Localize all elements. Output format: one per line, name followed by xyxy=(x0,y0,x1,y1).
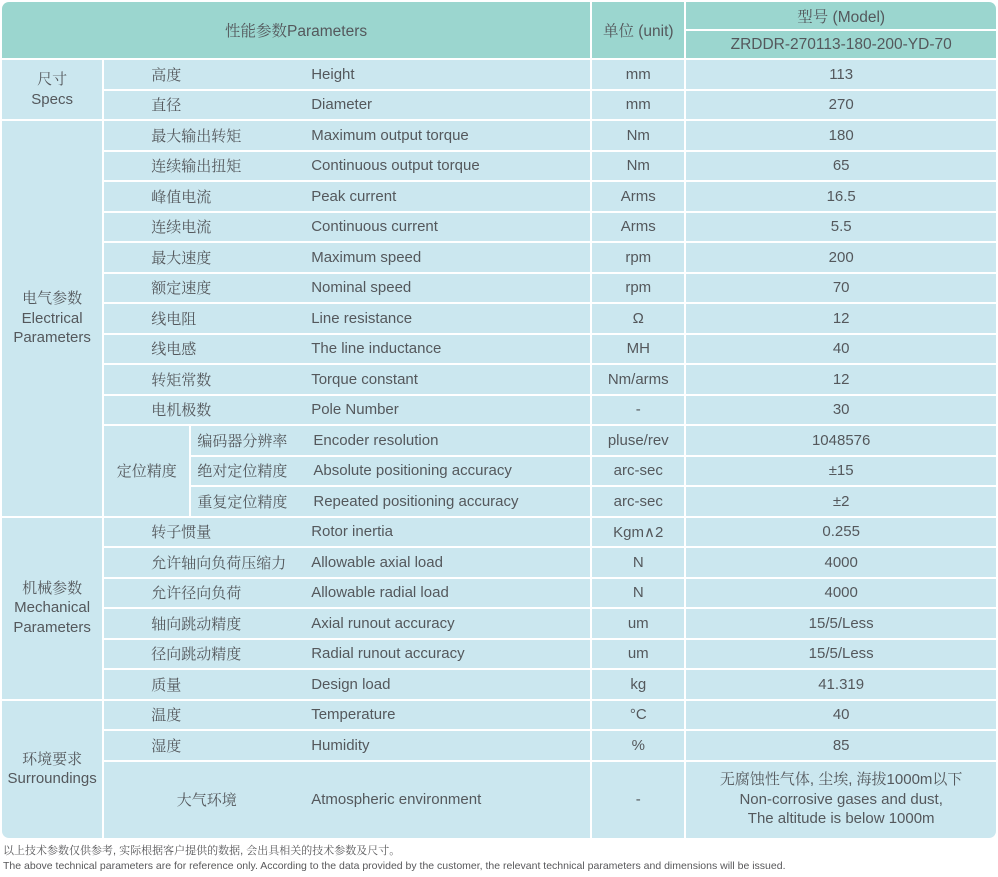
category-electrical: 电气参数 Electrical Parameters xyxy=(2,121,102,516)
param-label-en: Continuous output torque xyxy=(311,157,480,175)
param-label-cn: 大气环境 xyxy=(176,792,237,809)
unit-cell: N xyxy=(592,579,684,608)
param-label-cn: 转子惯量 xyxy=(151,524,212,542)
unit-cell: mm xyxy=(592,60,684,89)
model-header: 型号 (Model) xyxy=(686,2,996,29)
unit-cell: mm xyxy=(592,91,684,120)
param-label-cell xyxy=(104,609,590,638)
param-label-cn: 高度 xyxy=(151,66,182,84)
table-row xyxy=(2,60,996,89)
value-cell: 0.255 xyxy=(686,518,996,547)
param-label-cell xyxy=(191,457,590,486)
param-label-cn: 线电阻 xyxy=(151,310,197,328)
unit-cell: Kgm∧2 xyxy=(592,518,684,547)
value-cell: 40 xyxy=(686,701,996,730)
param-label-en: Continuous current xyxy=(311,218,438,236)
param-label-en: Design load xyxy=(311,675,391,693)
parameters-header: 性能参数Parameters xyxy=(2,2,590,58)
value-cell: ±2 xyxy=(686,487,996,516)
param-label-cell xyxy=(104,335,590,364)
unit-cell: MH xyxy=(592,335,684,364)
param-label-cell xyxy=(104,91,590,120)
param-label-cell xyxy=(104,396,590,425)
param-label-cell xyxy=(104,304,590,333)
table-row xyxy=(2,274,996,303)
unit-cell: Arms xyxy=(592,213,684,242)
table-row xyxy=(2,213,996,242)
param-label-en: Allowable axial load xyxy=(311,553,443,571)
param-label-cn: 峰值电流 xyxy=(151,188,212,206)
param-label-cell xyxy=(104,243,590,272)
param-label-cn: 编码器分辨率 xyxy=(197,432,288,450)
param-label-en: Rotor inertia xyxy=(311,523,393,541)
param-label-en: Axial runout accuracy xyxy=(311,614,455,632)
param-label-cn: 质量 xyxy=(151,676,182,694)
table-row xyxy=(2,335,996,364)
table-row xyxy=(2,701,996,730)
param-label-en: Repeated positioning accuracy xyxy=(313,492,519,510)
value-cell: 1048576 xyxy=(686,426,996,455)
param-label-cell xyxy=(104,762,590,838)
param-label-cell xyxy=(104,213,590,242)
table-row xyxy=(2,121,996,150)
param-label-cn: 湿度 xyxy=(151,737,182,755)
unit-cell: - xyxy=(592,762,684,838)
table-row xyxy=(2,518,996,547)
param-label-cell xyxy=(104,182,590,211)
param-label-cn: 连续电流 xyxy=(151,219,212,237)
category-mechanical: 机械参数 Mechanical Parameters xyxy=(2,518,102,699)
value-cell: 4000 xyxy=(686,548,996,577)
param-label-cn: 轴向跳动精度 xyxy=(151,615,242,633)
unit-cell: um xyxy=(592,609,684,638)
value-cell: 85 xyxy=(686,731,996,760)
value-cell: 65 xyxy=(686,152,996,181)
value-cell: 4000 xyxy=(686,579,996,608)
param-label-cn: 绝对定位精度 xyxy=(197,463,288,481)
value-cell: ±15 xyxy=(686,457,996,486)
param-label-en: Line resistance xyxy=(311,309,413,327)
value-cell: 12 xyxy=(686,304,996,333)
group-positioning-accuracy: 定位精度 xyxy=(104,426,189,516)
param-label-en: Humidity xyxy=(311,736,370,754)
param-label-en: Height xyxy=(311,65,355,83)
unit-cell: °C xyxy=(592,701,684,730)
unit-cell: N xyxy=(592,548,684,577)
param-label-cn: 允许径向负荷 xyxy=(151,585,242,603)
param-label-cell xyxy=(104,701,590,730)
param-label-en: Absolute positioning accuracy xyxy=(313,462,512,480)
table-row xyxy=(2,640,996,669)
unit-cell: um xyxy=(592,640,684,669)
param-label-cell xyxy=(104,731,590,760)
param-label-cell xyxy=(104,60,590,89)
unit-cell: Nm/arms xyxy=(592,365,684,394)
unit-cell: rpm xyxy=(592,243,684,272)
table-row xyxy=(2,243,996,272)
unit-cell: % xyxy=(592,731,684,760)
param-label-en: Encoder resolution xyxy=(313,431,439,449)
param-label-cn: 直径 xyxy=(151,97,182,115)
table-row xyxy=(2,182,996,211)
unit-cell: Nm xyxy=(592,152,684,181)
value-cell: 15/5/Less xyxy=(686,609,996,638)
param-label-cn: 额定速度 xyxy=(151,280,212,298)
param-label-cn: 温度 xyxy=(151,707,182,725)
value-cell: 30 xyxy=(686,396,996,425)
param-label-cn: 重复定位精度 xyxy=(197,493,288,511)
param-label-cn: 连续输出扭矩 xyxy=(151,158,242,176)
value-cell: 15/5/Less xyxy=(686,640,996,669)
param-label-en: Pole Number xyxy=(311,401,399,419)
param-label-en: Temperature xyxy=(311,706,396,724)
table-row xyxy=(2,91,996,120)
unit-cell: rpm xyxy=(592,274,684,303)
param-label-cn: 最大速度 xyxy=(151,249,212,267)
model-number: ZRDDR-270113-180-200-YD-70 xyxy=(686,31,996,58)
category-surroundings: 环境要求 Surroundings xyxy=(2,701,102,838)
table-row xyxy=(2,396,996,425)
param-label-cn: 最大输出转矩 xyxy=(151,127,242,145)
param-label-cell xyxy=(191,426,590,455)
param-label-en: The line inductance xyxy=(311,340,442,358)
footnote-cn: 以上技术参数仅供参考, 实际根据客户提供的数据, 会出具相关的技术参数及尺寸。 xyxy=(3,844,401,857)
param-label-cell xyxy=(104,548,590,577)
param-label-en: Peak current xyxy=(311,187,397,205)
value-cell: 270 xyxy=(686,91,996,120)
param-label-cn: 转矩常数 xyxy=(151,371,212,389)
footnote-en: The above technical parameters are for reference only. According to the data provided by the customer, the relevant technical parameters and dimensions will be issued. xyxy=(3,859,786,872)
value-cell: 180 xyxy=(686,121,996,150)
param-label-cn: 允许轴向负荷压缩力 xyxy=(151,554,287,572)
param-label-en: Atmospheric environment xyxy=(311,791,482,808)
unit-cell: Ω xyxy=(592,304,684,333)
unit-cell: Nm xyxy=(592,121,684,150)
param-label-en: Allowable radial load xyxy=(311,584,449,602)
value-cell: 70 xyxy=(686,274,996,303)
table-row xyxy=(2,365,996,394)
value-cell: 41.319 xyxy=(686,670,996,699)
param-label-cn: 线电感 xyxy=(151,341,197,359)
table-row xyxy=(2,762,996,838)
param-label-cell xyxy=(104,579,590,608)
param-label-cell xyxy=(104,274,590,303)
category-specs: 尺寸 Specs xyxy=(2,60,102,119)
unit-cell: Arms xyxy=(592,182,684,211)
table-row xyxy=(2,426,996,455)
table-row xyxy=(2,152,996,181)
param-label-cn: 电机极数 xyxy=(151,402,212,420)
param-label-en: Nominal speed xyxy=(311,279,412,297)
param-label-cell xyxy=(104,670,590,699)
table-row xyxy=(2,609,996,638)
value-cell: 12 xyxy=(686,365,996,394)
value-cell: 5.5 xyxy=(686,213,996,242)
table-row xyxy=(2,548,996,577)
table-row xyxy=(2,670,996,699)
value-cell: 200 xyxy=(686,243,996,272)
value-cell: 无腐蚀性气体, 尘埃, 海拔1000m以下 Non-corrosive gases and dust, The altitude is below 1000m xyxy=(686,762,996,838)
unit-header: 单位 (unit) xyxy=(592,2,684,58)
table-row xyxy=(2,579,996,608)
param-label-cell xyxy=(104,518,590,547)
value-cell: 40 xyxy=(686,335,996,364)
param-label-en: Maximum speed xyxy=(311,248,422,266)
footnotes xyxy=(0,840,998,873)
param-label-cell xyxy=(104,152,590,181)
param-label-cell xyxy=(104,640,590,669)
param-label-cell xyxy=(191,487,590,516)
unit-cell: arc-sec xyxy=(592,487,684,516)
unit-cell: pluse/rev xyxy=(592,426,684,455)
param-label-cell xyxy=(104,121,590,150)
param-label-en: Radial runout accuracy xyxy=(311,645,465,663)
param-label-en: Diameter xyxy=(311,96,373,114)
unit-cell: arc-sec xyxy=(592,457,684,486)
table-row xyxy=(2,731,996,760)
param-label-en: Maximum output torque xyxy=(311,126,469,144)
value-cell: 113 xyxy=(686,60,996,89)
param-label-cn: 径向跳动精度 xyxy=(151,646,242,664)
param-label-cell xyxy=(104,365,590,394)
unit-cell: - xyxy=(592,396,684,425)
table-row xyxy=(2,304,996,333)
unit-cell: kg xyxy=(592,670,684,699)
param-label-en: Torque constant xyxy=(311,370,418,388)
value-cell: 16.5 xyxy=(686,182,996,211)
